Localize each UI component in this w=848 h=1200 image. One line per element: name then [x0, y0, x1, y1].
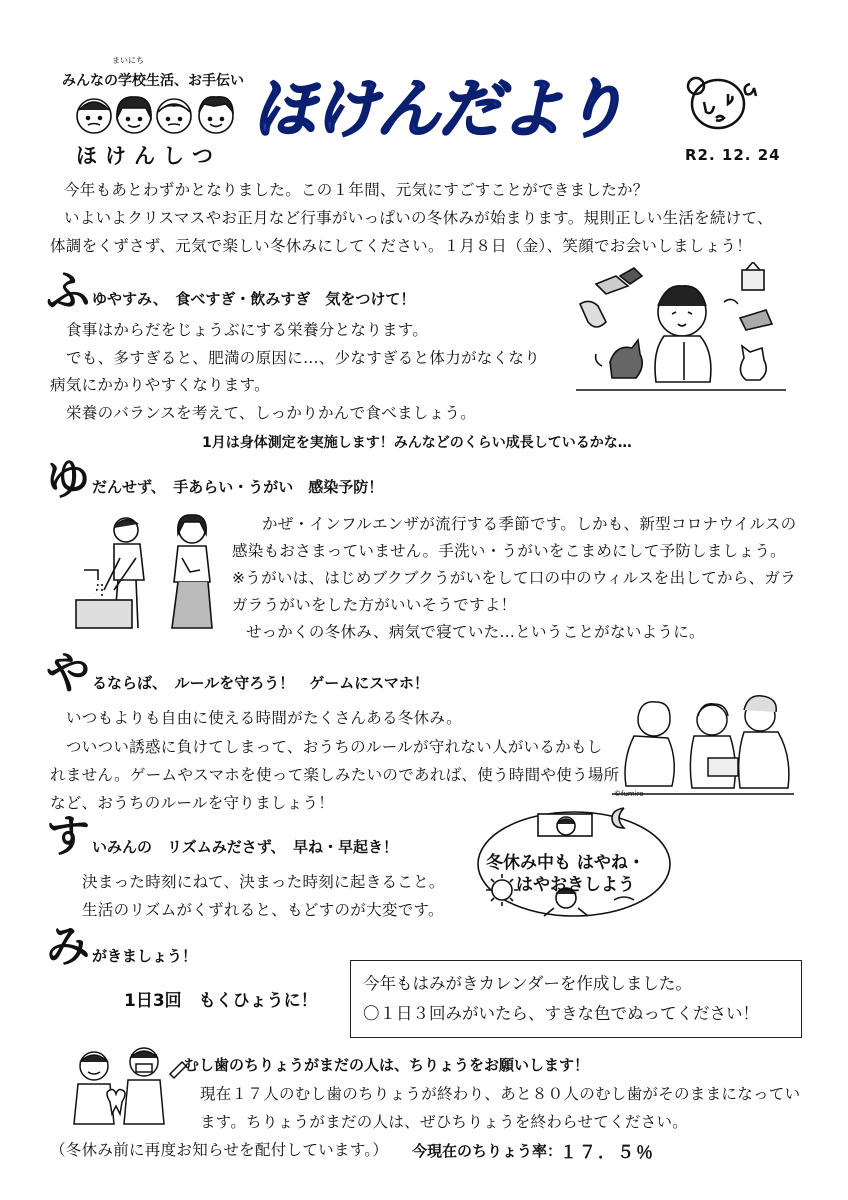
yu-line-4: ガラうがいをした方がいいそうですよ！ — [232, 596, 517, 614]
ya-line-2: ついつい誘惑に負けてしまって、おうちのルールが守れない人がいるかもし — [66, 738, 603, 756]
section-fu-initial: ふ — [46, 266, 90, 317]
newsletter-title: ほけんだより — [252, 73, 624, 147]
section-su-initial: す — [46, 811, 90, 862]
section-yu-heading: だんせず、 手あらい・うがい 感染予防！ — [92, 478, 384, 496]
section-su-heading: いみんの リズムみださず、 早ね・早起き！ — [92, 838, 399, 856]
ya-line-3: れません。ゲームやスマホを使って楽しみたいのであれば、使う時間や使う場所 — [50, 766, 620, 784]
yu-line-1: かぜ・インフルエンザが流行する季節です。しかも、新型コロナウイルスの — [262, 515, 797, 533]
fu-line-4: 栄養のバランスを考えて、しっかりかんで食べましょう。 — [66, 404, 477, 422]
section-mi-initial: み — [46, 921, 90, 972]
dental-line-2: ます。ちりょうがまだの人は、ぜひちりょうを終わらせてください。 — [200, 1113, 689, 1131]
header-tagline-ruby: まいにち — [112, 56, 144, 65]
treatment-rate-value: １７．５％ — [560, 1143, 655, 1163]
fu-line-2: でも、多すぎると、肥満の原因に…、少なすぎると体力がなくなり — [66, 349, 541, 367]
dental-heading: むし歯のちりょうがまだの人は、ちりょうをお願いします！ — [184, 1056, 590, 1074]
kids-faces-illustration — [74, 92, 244, 138]
intro-line-1: 今年もあとわずかとなりました。この１年間、元気にすごすことができましたか？ — [64, 181, 649, 199]
fu-note: 1月は身体測定を実施します！みんなどのくらい成長しているかな… — [202, 435, 632, 451]
su-line-2: 生活のリズムがくずれると、もどすのが大変です。 — [82, 901, 444, 919]
su-bubble-line-2: はやおきしよう — [516, 875, 635, 895]
dental-footer-note: （冬休み前に再度お知らせを配付しています。） — [50, 1141, 389, 1159]
su-line-1: 決まった時刻にねて、決まった時刻に起きること。 — [82, 873, 445, 891]
yu-line-3: ※うがいは、はじめブクブクうがいをして口の中のウィルスを出してから、ガラ — [232, 569, 796, 587]
dental-line-1: 現在１７人のむし歯のちりょうが終わり、あと８０人のむし歯がそのままになってい — [200, 1085, 801, 1103]
fu-line-3: 病気にかかりやすくなります。 — [50, 376, 270, 394]
ya-line-1: いつもよりも自由に使える時間がたくさんある冬休み。 — [66, 709, 462, 727]
section-yu-initial: ゆ — [46, 454, 90, 505]
kids-gaming-illustration — [612, 690, 794, 800]
intro-line-3: 体調をくずさず、元気で楽しい冬休みにしてください。１月８日（金）、笑顔でお会いしましょう！ — [50, 237, 753, 255]
dentist-illustration — [70, 1044, 190, 1126]
section-mi-heading: がきましょう！ — [92, 947, 198, 965]
ya-line-4: など、おうちのルールを守りましょう！ — [50, 794, 335, 812]
ya-illustration-credit: ©fumiro — [614, 790, 644, 798]
header-office-label: ほけんしつ — [76, 144, 221, 168]
section-ya-heading: るならば、 ルールを守ろう！ ゲームにスマホ！ — [92, 674, 429, 692]
toothbrush-calendar-box — [350, 960, 802, 1038]
school-logo-icon — [684, 74, 768, 132]
fu-line-1: 食事はからだをじょうぶにする栄養分となります。 — [66, 321, 429, 339]
su-bubble-line-1: 冬休み中も はやね・ — [486, 853, 645, 873]
yu-line-5: せっかくの冬休み、病気で寝ていた…ということがないように。 — [246, 623, 705, 641]
overeating-illustration — [576, 262, 786, 392]
yu-line-2: 感染もおさまっていません。手洗い・うがいをこまめにして予防しましょう。 — [232, 542, 786, 560]
mi-box-line-2: 〇１日３回みがいたら、すきな色でぬってください！ — [363, 1004, 759, 1023]
handwashing-gargling-illustration — [74, 510, 224, 635]
mi-box-line-1: 今年もはみがきカレンダーを作成しました。 — [363, 974, 692, 993]
intro-line-2: いよいよクリスマスやお正月など行事がいっぱいの冬休みが始まります。規則正しい生活を続けて、 — [64, 209, 773, 227]
issue-date: R2. 12. 24 — [685, 146, 781, 164]
section-fu-heading: ゆやすみ、 食べすぎ・飲みすぎ 気をつけて！ — [92, 290, 416, 308]
mi-goal: 1日3回 もくひょうに！ — [124, 991, 318, 1011]
treatment-rate-label: 今現在のちりょう率： — [412, 1142, 563, 1160]
header-tagline: みんなの学校生活、お手伝い — [62, 73, 244, 89]
section-ya-initial: や — [46, 648, 90, 699]
